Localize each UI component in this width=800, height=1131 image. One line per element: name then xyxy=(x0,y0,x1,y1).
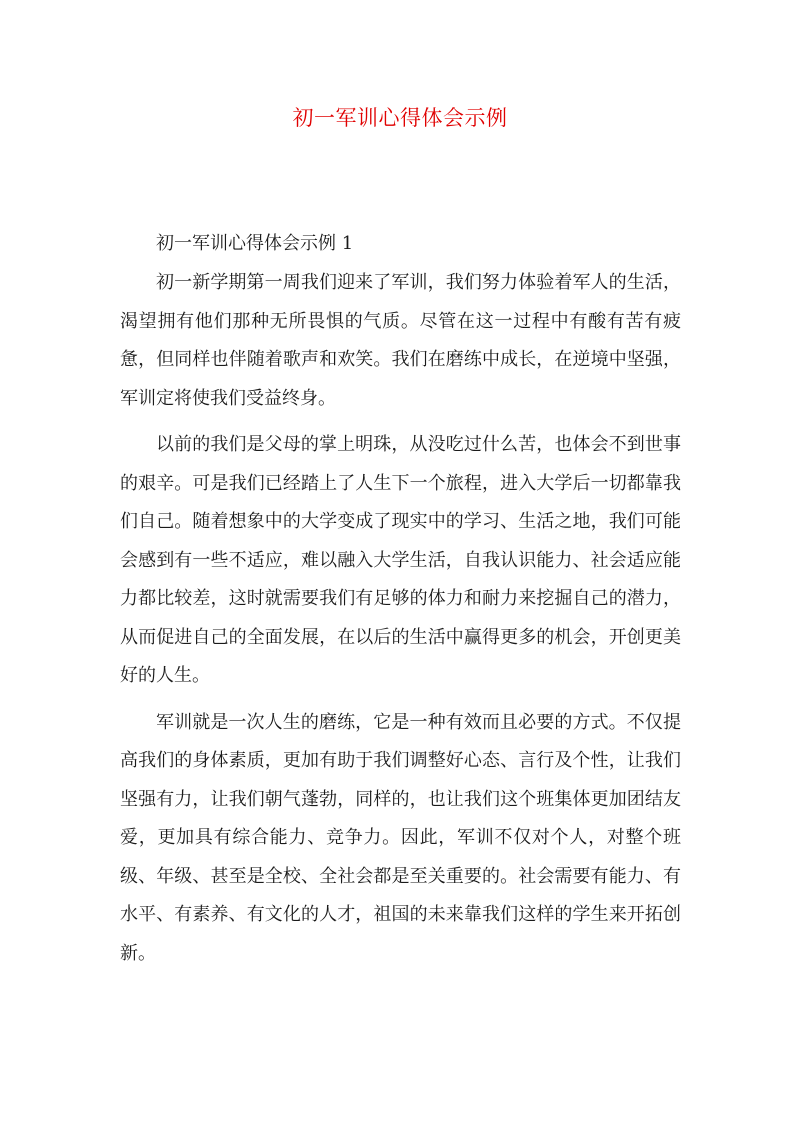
paragraph-1: 初一新学期第一周我们迎来了军训，我们努力体验着军人的生活，渴望拥有他们那种无所畏惧的气质。尽管在这一过程中有酸有苦有疲惫，但同样也伴随着歌声和欢笑。我们在磨练中成长，在逆境中坚强，军训定将使我们受益终身。 xyxy=(120,272,681,409)
section-heading: 初一军训心得体会示例 1 xyxy=(156,233,354,254)
paragraph-2: 以前的我们是父母的掌上明珠，从没吃过什么苦，也体会不到世事的艰辛。可是我们已经踏上了人生下一个旅程，进入大学后一切都靠我们自己。随着想象中的大学变成了现实中的学习、生活之地，我们可能会感到有一些不适应，难以融入大学生活，自我认识能力、社会适应能力都比较差，这时就需要我们有足够的体力和耐力来挖掘自己的潜力，从而促进自己的全面发展，在以后的生活中赢得更多的机会，开创更美好的人生。 xyxy=(120,434,681,686)
document-body xyxy=(120,224,681,981)
paragraph-3: 军训就是一次人生的磨练，它是一种有效而且必要的方式。不仅提高我们的身体素质，更加有助于我们调整好心态、言行及个性，让我们坚强有力，让我们朝气蓬勃，同样的，也让我们这个班集体更加团结友爱，更加具有综合能力、竞争力。因此，军训不仅对个人，对整个班级、年级、甚至是全校、全社会都是至关重要的。社会需要有能力、有水平、有素养、有文化的人才，祖国的未来靠我们这样的学生来开拓创新。 xyxy=(120,711,681,964)
document-title: 初一军训心得体会示例 xyxy=(292,106,508,130)
